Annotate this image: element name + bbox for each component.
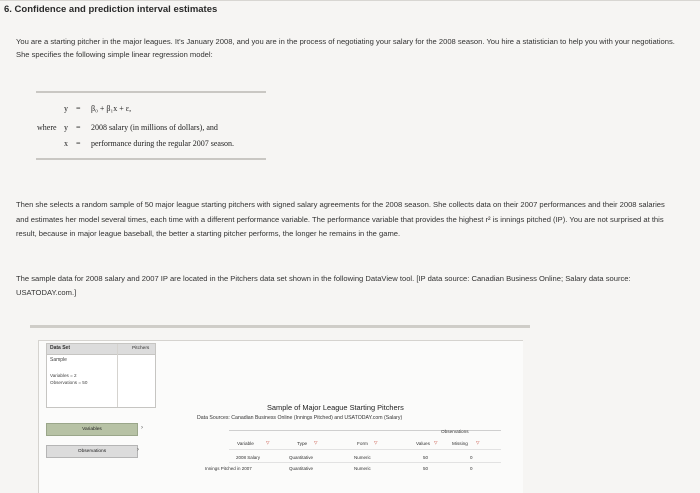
observations-count: Observations = 50 [50, 379, 88, 385]
dataview-top-rule [30, 325, 530, 328]
row-values: 50 [423, 455, 429, 460]
column-header-variable[interactable]: Variable [237, 441, 254, 446]
variables-button[interactable]: Variables [46, 423, 138, 436]
row-type: Quantitative [289, 466, 314, 471]
sort-icon[interactable]: ▽ [374, 440, 378, 445]
row-form: Numeric [354, 466, 371, 471]
observations-group-header: Observations [441, 429, 469, 434]
chevron-right-icon: › [141, 425, 143, 431]
sort-icon[interactable]: ▽ [434, 440, 438, 445]
chevron-right-icon: › [137, 447, 139, 453]
dataset-summary [50, 373, 87, 386]
where-label: where [37, 123, 57, 132]
dataset-divider [117, 344, 118, 407]
row-missing: 0 [470, 455, 473, 460]
y-definition: 2008 salary (in millions of dollars), and [91, 123, 218, 132]
model-top-rule [36, 91, 266, 93]
intro-paragraph: You are a starting pitcher in the major leagues. It's January 2008, and you are in the process of negotiating your salary for the 2008 season. You hire a statistician to help you with your negotiations. She specifies the following simple linear regression model: [16, 37, 675, 59]
sort-icon[interactable]: ▽ [314, 440, 318, 445]
row-divider [229, 462, 501, 463]
column-header-form[interactable]: Form [357, 441, 368, 446]
y-equals: = [76, 123, 81, 132]
row-variable: Innings Pitched in 2007 [205, 466, 252, 471]
row-form: Numeric [354, 455, 371, 460]
dataset-selector-pitchers[interactable]: Pitchers [132, 346, 150, 351]
variables-count: Variables = 2 [50, 373, 77, 378]
pane-source: Data Sources: Canadian Business Online (Innings Pitched) and USATODAY.com (Salary) [197, 415, 403, 421]
row-variable: 2008 Salary [236, 455, 261, 460]
sort-icon[interactable]: ▽ [476, 440, 480, 445]
column-header-missing[interactable]: Missing [452, 441, 468, 446]
top-divider [0, 0, 700, 1]
row-missing: 0 [470, 466, 473, 471]
sample-label: Sample [50, 357, 67, 363]
eq-equals: = [76, 104, 81, 113]
row-values: 50 [423, 466, 429, 471]
dataset-label: Data Set [50, 345, 71, 351]
dataset-panel [46, 343, 156, 408]
column-header-values[interactable]: Values [416, 441, 430, 446]
x-definition: performance during the regular 2007 season. [91, 139, 235, 148]
y-symbol: y [64, 123, 68, 132]
table-header-rule [229, 449, 501, 450]
eq-rhs: β₀ + β₁x + ε, [91, 104, 132, 113]
data-source-paragraph: The sample data for 2008 salary and 2007 IP are located in the Pitchers data set shown in the following DataView tool. [IP data source: Canadian Business Online; Salary data source: USATODAY.com.] [16, 274, 631, 297]
sort-icon[interactable]: ▽ [266, 440, 270, 445]
column-header-type[interactable]: Type [297, 441, 308, 446]
row-type: Quantitative [289, 455, 314, 460]
x-symbol: x [64, 139, 68, 148]
observations-button[interactable]: Observations [46, 445, 138, 458]
x-equals: = [76, 139, 81, 148]
question-heading: 6. Confidence and prediction interval estimates [4, 4, 218, 15]
method-paragraph: Then she selects a random sample of 50 major league starting pitchers with signed salary agreements for the 2008 season. She collects data on their 2007 performances and their 2008 salaries and estimates her model several times, each time with a different performance variable. The performance variable that provides the highest r² is innings pitched (IP). You are not surprised at this result, because in major league baseball, the better a starting pitcher performs, the longer he remains in the game. [16, 200, 665, 238]
eq-lhs: y [64, 104, 68, 113]
pane-title: Sample of Major League Starting Pitchers [267, 403, 404, 412]
model-bottom-rule [36, 158, 266, 160]
dataview-tool [38, 340, 523, 493]
